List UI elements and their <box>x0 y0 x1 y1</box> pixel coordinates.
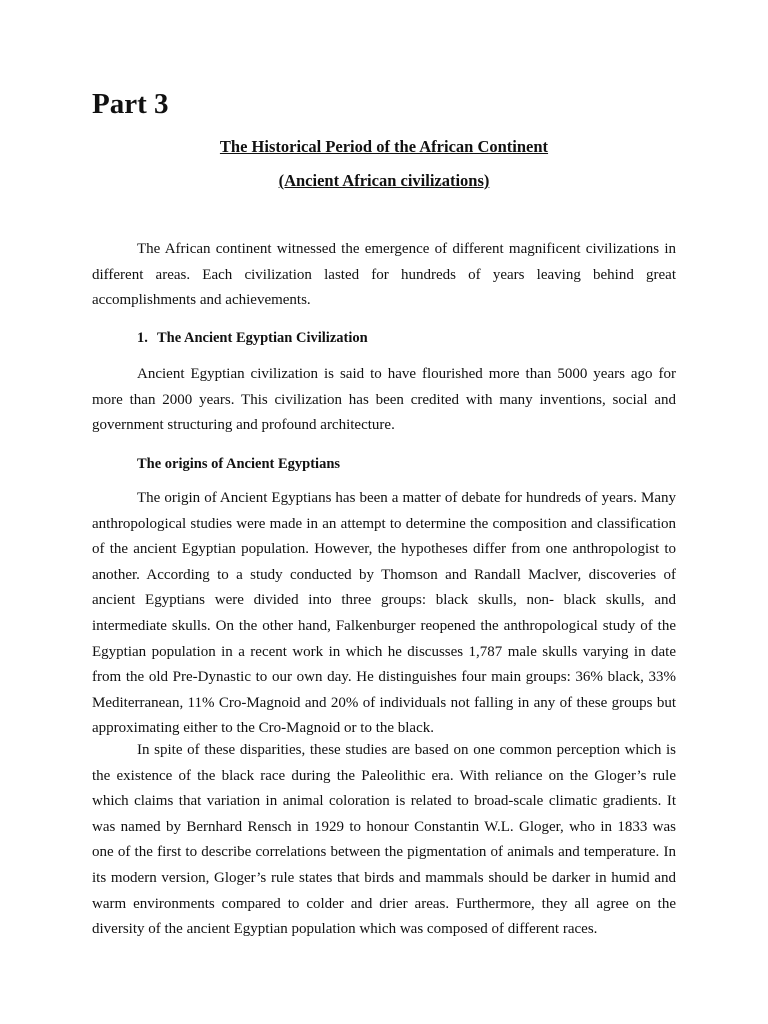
section-1-title: The Ancient Egyptian Civilization <box>157 330 368 346</box>
intro-paragraph: The African continent witnessed the emergence of different magnificent civilizations in different areas. Each civilization lasted for hundreds of years leaving behind great accomplishments and achievements. <box>92 241 676 309</box>
part-title: Part 3 <box>92 88 169 120</box>
main-title: The Historical Period of the African Continent <box>219 137 549 156</box>
section-1-number: 1. <box>137 330 148 346</box>
section-1-paragraph: Ancient Egyptian civilization is said to have flourished more than 5000 years ago for more than 2000 years. This civilization has been credited with many inventions, social and government structuring and profound architecture. <box>92 366 676 434</box>
subsection-paragraph-2: In spite of these disparities, these studies are based on one common perception which is the existence of the black race during the Paleolithic era. With reliance on the Gloger’s rule which claims that variation in animal coloration is related to broad-scale climatic gradients. It was named by Bernhard Rensch in 1929 to honour Constantin W.L. Gloger, who in 1833 was one of the first to describe correlations between the pigmentation of animals and temperature. In its modern version, Gloger’s rule states that birds and mammals should be darker in humid and warm environments compared to colder and drier areas. Furthermore, they all agree on the diversity of the ancient Egyptian population which was composed of different races. <box>92 742 676 938</box>
sub-title: (Ancient African civilizations) <box>278 171 490 190</box>
subsection-heading: The origins of Ancient Egyptians <box>137 456 341 472</box>
subsection-paragraph-1: The origin of Ancient Egyptians has been a matter of debate for hundreds of years. Many anthropological studies were made in an attempt to determine the composition and classification of the ancient Egyptian population. However, the hypotheses differ from one anthropologist to another. According to a study conducted by Thomson and Randall Maclver, discoveries of ancient Egyptians were divided into three groups: black skulls, non- black skulls, and intermediate skulls. On the other hand, Falkenburger reopened the anthropological study of the Egyptian population in a recent work in which he discusses 1,787 male skulls varying in date from the old Pre-Dynastic to our own day. He distinguishes four main groups: 36% black, 33% Mediterranean, 11% Cro-Magnoid and 20% of individuals not falling in any of these groups but approximating either to the Cro-Magnoid or to the black. <box>92 490 676 737</box>
section-1-heading <box>137 328 368 348</box>
